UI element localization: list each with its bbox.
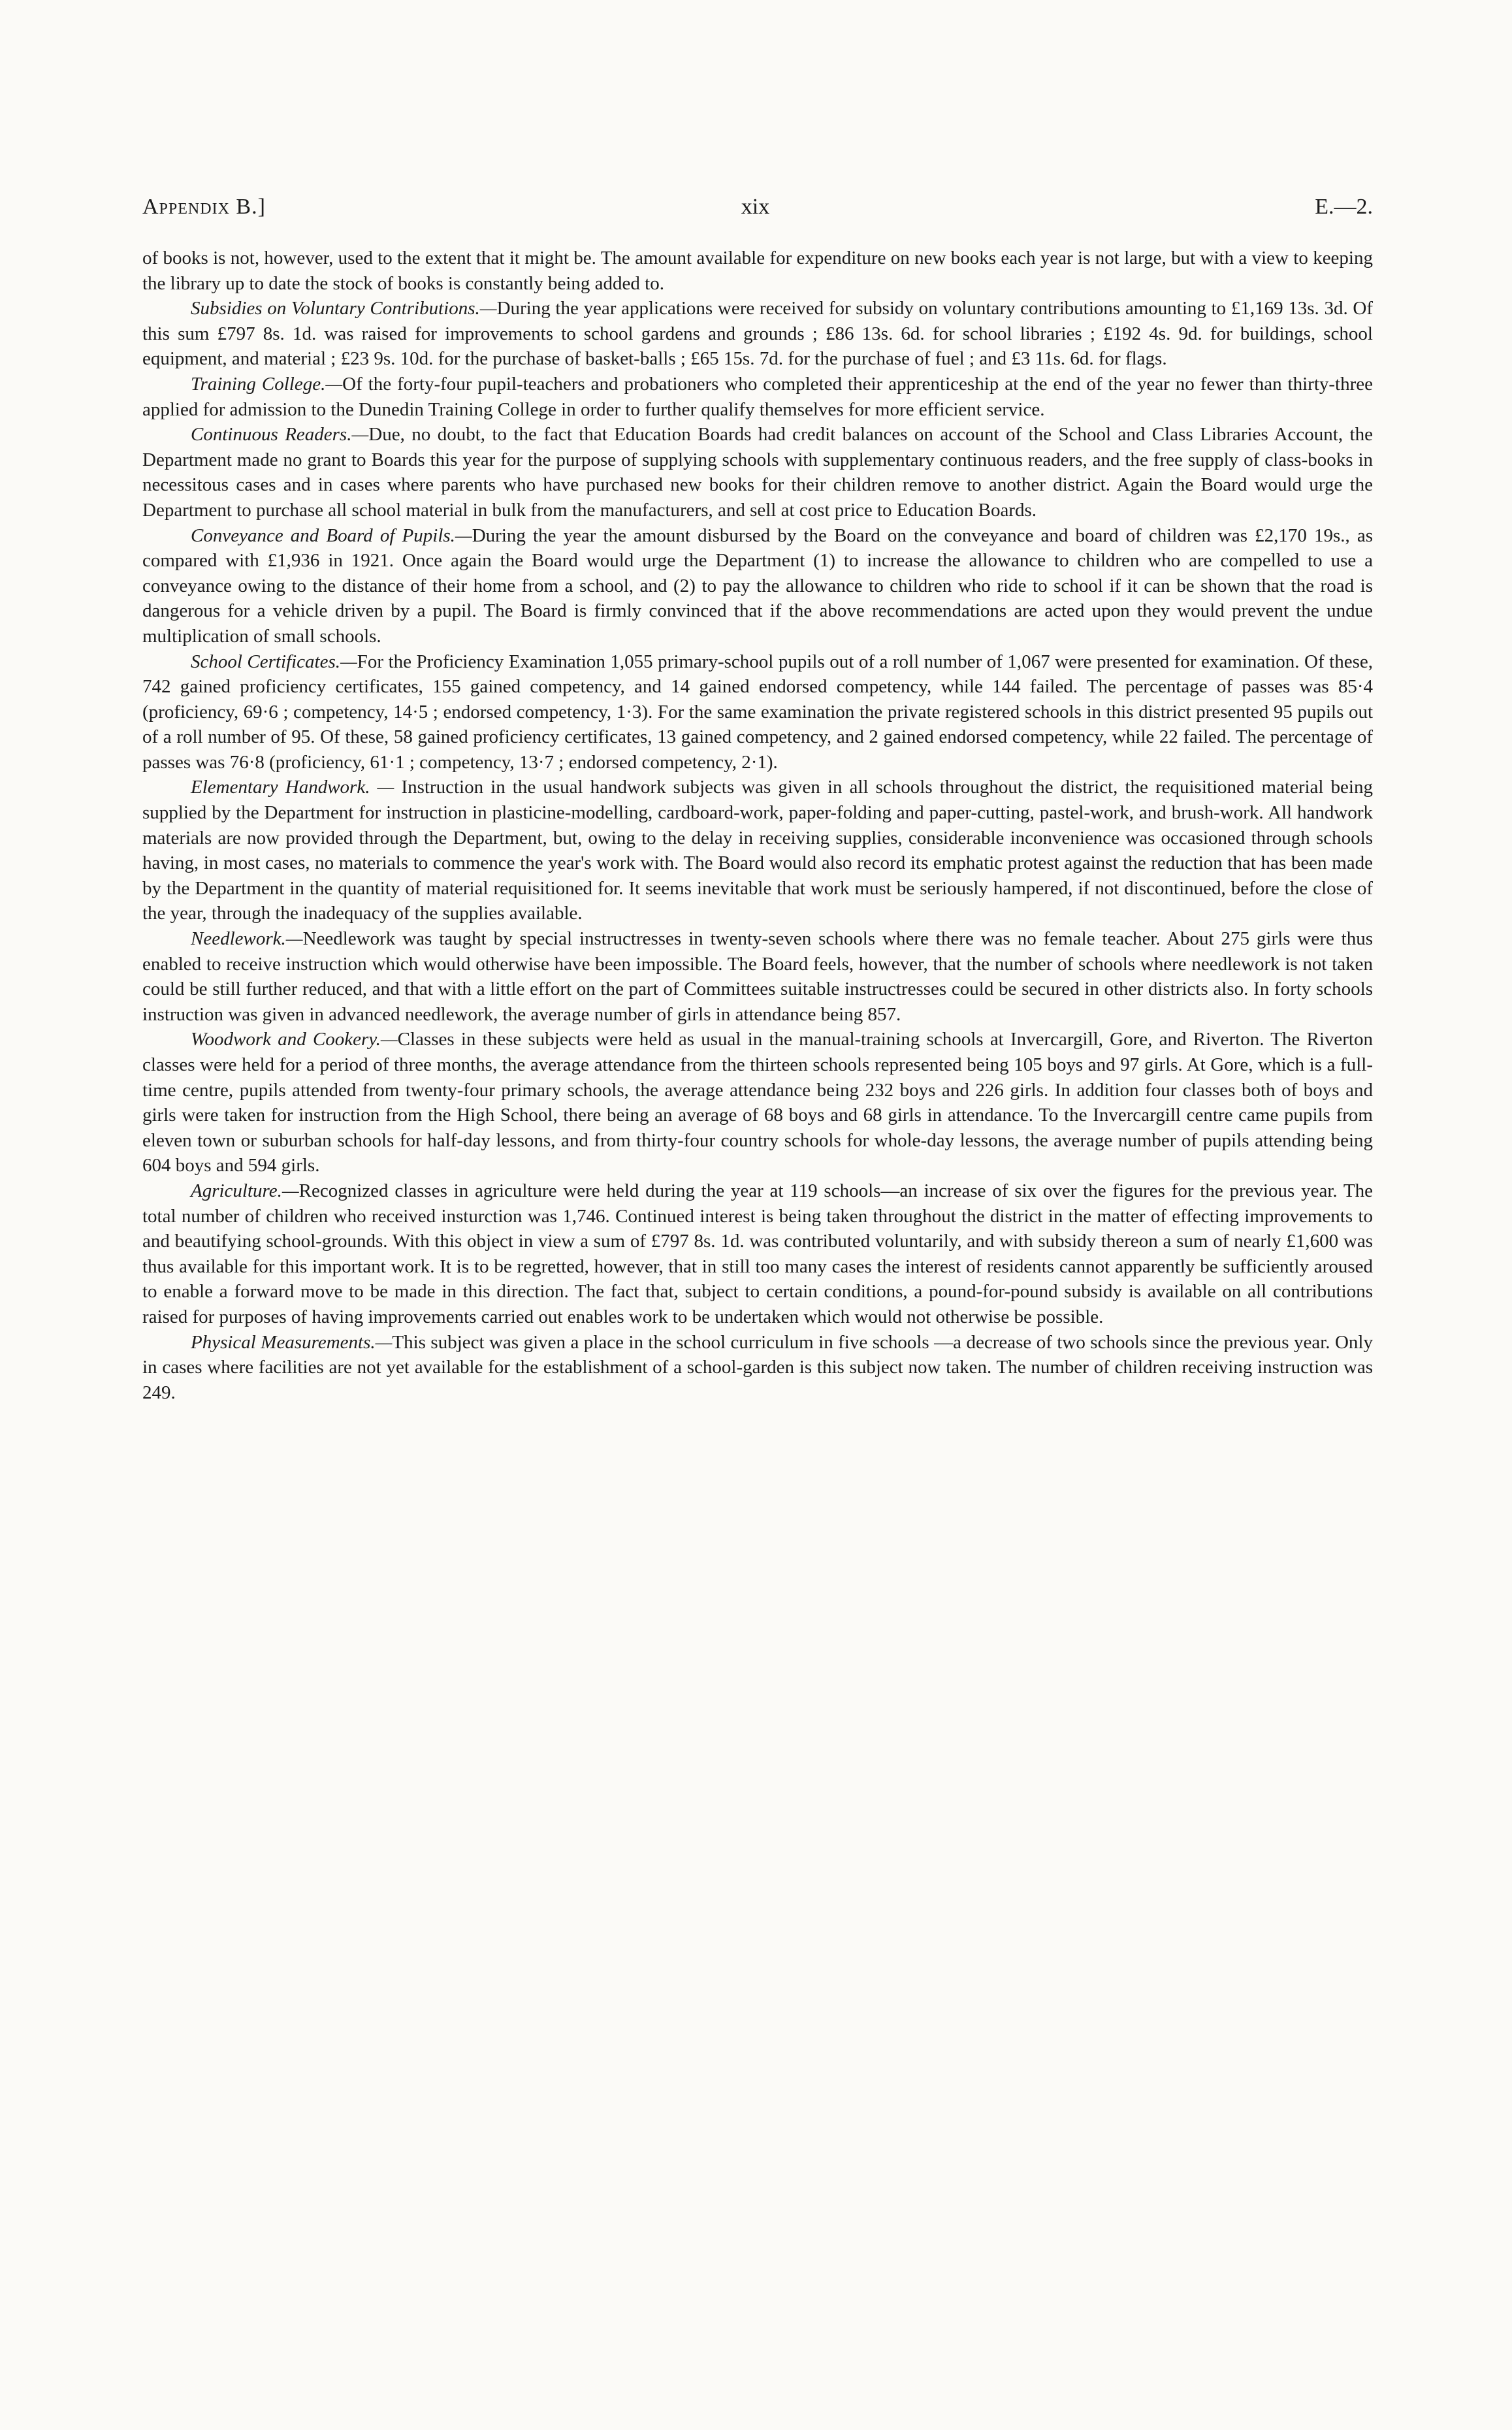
- paragraph-lead: School Certificates.—: [191, 651, 357, 672]
- paragraph-text: Classes in these subjects were held as usual in the manual-training schools at Invercargill, Gore, and Riverton. The Riverton classes were held for a period of three months, the average attendance from the thirteen schools represented being 105 boys and 97 girls. At Gore, which is a full-time centre, pupils attended from twenty-four primary schools, the average attendance being 232 boys and 226 girls. In addition four classes both of boys and girls were taken for instruction from the High School, there being an average of 68 boys and 68 girls in attendance. To the Invercargill centre came pupils from eleven town or suburban schools for half-day lessons, and from thirty-four country schools for whole-day lessons, the average number of pupils attending being 604 boys and 594 girls.: [142, 1029, 1373, 1176]
- paragraph-text: This subject was given a place in the school curriculum in five schools —a decrease of two schools since the previous year. Only in cases where facilities are not yet available for the establishment of a school-garden is this subject now taken. The number of children receiving instruction was 249.: [142, 1331, 1373, 1403]
- page-header: [142, 195, 1373, 219]
- paragraph-woodwork-cookery: [142, 1027, 1373, 1178]
- paragraph-text: Due, no doubt, to the fact that Education Boards had credit balances on account of the School and Class Libraries Account, the Department made no grant to Boards this year for the purpose of supplying schools with supplementary continuous readers, and the free supply of class-books in necessitous cases and in cases where parents who have purchased new books for their children remove to another district. Again the Board would urge the Department to purchase all school material in bulk from the manufacturers, and sell at cost price to Education Boards.: [142, 424, 1373, 521]
- paragraph-school-certificates: [142, 649, 1373, 775]
- paragraph-needlework: [142, 926, 1373, 1027]
- paragraph-lead: Continuous Readers.—: [191, 424, 369, 446]
- paragraph-physical-measurements: [142, 1330, 1373, 1406]
- document-code: E.—2.: [1315, 195, 1373, 219]
- paragraph-lead: Subsidies on Voluntary Contributions.—: [191, 298, 497, 319]
- body-text: [142, 246, 1373, 1405]
- paragraph-training-college: [142, 372, 1373, 422]
- paragraph-elementary-handwork: [142, 775, 1373, 926]
- page-content: [142, 195, 1373, 1405]
- paragraph-lead: Woodwork and Cookery.—: [191, 1029, 398, 1050]
- paragraph-continuous-readers: [142, 422, 1373, 523]
- paragraph-subsidies: [142, 296, 1373, 372]
- appendix-label: Appendix B.]: [142, 195, 266, 219]
- paragraph-text: For the Proficiency Examination 1,055 primary-school pupils out of a roll number of 1,067 were presented for examination. Of these, 742 gained proficiency certificates, 155 gained competency, and 14 gained endorsed competency, while 144 failed. The percentage of passes was 85·4 (proficiency, 69·6 ; competency, 14·5 ; endorsed competency, 1·3). For the same examination the private registered schools in this district presented 95 pupils out of a roll number of 95. Of these, 58 gained proficiency certificates, 13 gained competency, and 2 gained endorsed competency, while 22 failed. The percentage of passes was 76·8 (proficiency, 61·1 ; competency, 13·7 ; endorsed competency, 2·1).: [142, 651, 1374, 773]
- paragraph-agriculture: [142, 1178, 1373, 1330]
- paragraph-lead: Physical Measurements.—: [191, 1331, 393, 1353]
- paragraph-text: of books is not, however, used to the extent that it might be. The amount available for expenditure on new books each year is not large, but with a view to keeping the library up to date the stock of books is constantly being added to.: [142, 248, 1373, 294]
- paragraph-text: Instruction in the usual handwork subjects was given in all schools throughout the district, the requisitioned material being supplied by the Department for instruction in plasticine-modelling, cardboard-work, paper-folding and paper-cutting, pastel-work, and brush-work. All handwork materials are now provided through the Department, but, owing to the delay in receiving supplies, considerable inconvenience was occasioned through schools having, in most cases, no materials to commence the year's work with. The Board would also record its emphatic protest against the reduction that has been made by the Department in the quantity of material requisitioned for. It seems inevitable that work must be seriously hampered, if not discontinued, before the close of the year, through the inadequacy of the supplies available.: [142, 777, 1373, 924]
- paragraph-continuation: [142, 246, 1373, 296]
- paragraph-text: Of the forty-four pupil-teachers and probationers who completed their apprenticeship at the end of the year no fewer than thirty-three applied for admission to the Dunedin Training College in order to further qualify themselves for more efficient service.: [142, 373, 1373, 420]
- paragraph-lead: Conveyance and Board of Pupils.—: [191, 525, 472, 546]
- page-number: xix: [741, 195, 770, 219]
- paragraph-text: Recognized classes in agriculture were held during the year at 119 schools—an increase of six over the figures for the previous year. The total number of children who received insturction was 1,746. Continued interest is being taken throughout the district in the matter of effecting improvements to and beautifying school-grounds. With this object in view a sum of £797 8s. 1d. was contributed voluntarily, and with subsidy thereon a sum of nearly £1,600 was thus available for this important work. It is to be regretted, however, that in still too many cases the interest of residents cannot apparently be sufficiently aroused to enable a forward move to be made in this direction. The fact that, subject to certain conditions, a pound-for-pound subsidy is available on all contributions raised for purposes of having improvements carried out enables work to be undertaken which would not otherwise be possible.: [142, 1180, 1373, 1327]
- paragraph-lead: Needlework.—: [191, 928, 303, 950]
- paragraph-text: Needlework was taught by special instructresses in twenty-seven schools where there was no female teacher. About 275 girls were thus enabled to receive instruction which would otherwise have been impossible. The Board feels, however, that the number of schools where needlework is not taken could be still further reduced, and that with a little effort on the part of Committees suitable instructresses could be secured in other districts also. In forty schools instruction was given in advanced needlework, the average number of girls in attendance being 857.: [142, 928, 1373, 1025]
- paragraph-lead: Elementary Handwork. —: [191, 777, 402, 798]
- paragraph-text: During the year the amount disbursed by the Board on the conveyance and board of children was £2,170 19s., as compared with £1,936 in 1921. Once again the Board would urge the Department (1) to increase the allowance to children who are compelled to use a conveyance owing to the distance of their home from a school, and (2) to pay the allowance to children who ride to school if it can be shown that the road is dangerous for a vehicle driven by a pupil. The Board is firmly convinced that if the above recommendations are acted upon they would prevent the undue multiplication of small schools.: [142, 525, 1373, 647]
- paragraph-text: During the year applications were received for subsidy on voluntary contributions amounting to £1,169 13s. 3d. Of this sum £797 8s. 1d. was raised for improvements to school gardens and grounds ; £86 13s. 6d. for school libraries ; £192 4s. 9d. for buildings, school equipment, and material ; £23 9s. 10d. for the purchase of basket-balls ; £65 15s. 7d. for the purchase of fuel ; and £3 11s. 6d. for flags.: [142, 298, 1373, 370]
- paragraph-lead: Training College.—: [191, 373, 343, 395]
- paragraph-lead: Agriculture.—: [191, 1180, 299, 1201]
- paragraph-conveyance: [142, 523, 1373, 649]
